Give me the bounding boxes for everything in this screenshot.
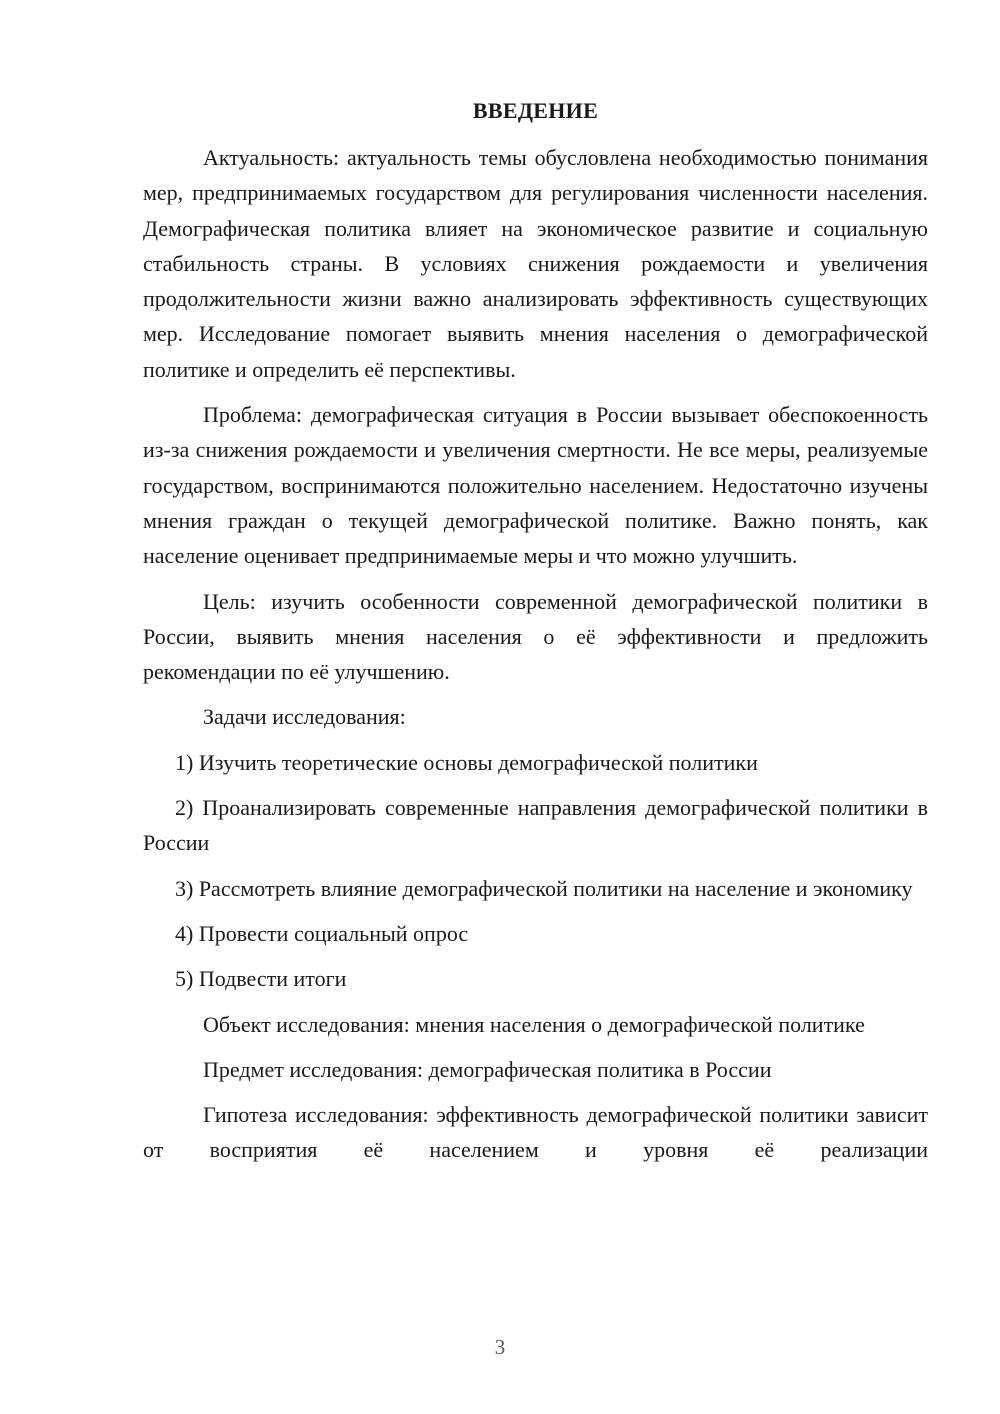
section-title: ВВЕДЕНИЕ [472, 98, 599, 123]
task-item-3: 3) Рассмотреть влияние демографической политики на население и экономику [175, 875, 913, 901]
task-item-1: 1) Изучить теоретические основы демографической политики [175, 749, 758, 775]
task-item-4: 4) Провести социальный опрос [175, 920, 469, 946]
document-page [143, 96, 928, 1178]
object-paragraph: Объект исследования: мнения населения о демографической политике [203, 1011, 865, 1037]
goal-paragraph: Цель: изучить особенности современной демографической политики в России, выявить мнения населения о её эффективности и предложить рекомендации по её улучшению. [143, 588, 928, 685]
hypothesis-paragraph: Гипотеза исследования: эффективность демографической политики зависит от восприятия её населением и уровня её реализации [143, 1102, 928, 1163]
relevance-paragraph: Актуальность: актуальность темы обусловлена необходимостью понимания мер, предпринимаемых государством для регулирования численности населения. Демографическая политика влияет на экономическое развитие и социальную стабильность страны. В условиях снижения рождаемости и увеличения продолжительности жизни важно анализировать эффективность существующих мер. Исследование помогает выявить мнения населения о демографической политике и определить её перспективы. [143, 145, 928, 382]
problem-paragraph: Проблема: демографическая ситуация в России вызывает обеспокоенность из-за снижения рождаемости и увеличения смертности. Не все меры, реализуемые государством, воспринимаются положительно населением. Недостаточно изучены мнения граждан о текущей демографической политике. Важно понять, как население оценивает предпринимаемые меры и что можно улучшить. [143, 402, 928, 569]
page-number: 3 [494, 1335, 506, 1359]
subject-paragraph: Предмет исследования: демографическая политика в России [203, 1056, 772, 1082]
tasks-heading: Задачи исследования: [203, 704, 406, 730]
task-item-5: 5) Подвести итоги [175, 966, 347, 992]
task-item-2: 2) Проанализировать современные направления демографической политики в России [143, 795, 928, 856]
